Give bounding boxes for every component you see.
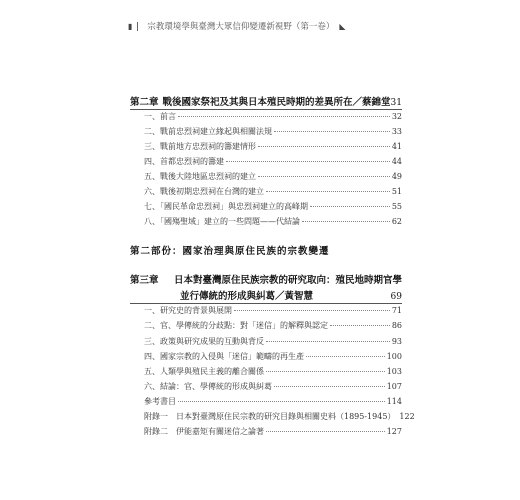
toc-entry <box>144 320 402 331</box>
entry-label: 二、戰前忠烈祠建立緣起與相關法規 <box>144 127 272 136</box>
toc-entry <box>144 396 402 407</box>
entry-label: 七、「國民革命忠烈祠」與忠烈祠建立的高峰期 <box>144 202 308 211</box>
toc-entry <box>144 305 402 316</box>
chapter-2-heading <box>130 94 402 108</box>
leader-dots <box>266 191 390 192</box>
entry-page: 32 <box>391 112 402 121</box>
entry-label: 五、人類學與殖民主義的離合關係 <box>144 367 264 376</box>
entry-label: 一、研究史的背景與展開 <box>144 306 232 315</box>
entry-label: 四、首都忠烈祠的籌建 <box>144 157 224 166</box>
entry-page: 93 <box>391 337 402 346</box>
entry-page: 127 <box>386 427 402 436</box>
chapter-page: 69 <box>390 292 402 302</box>
chapter-rule <box>130 303 402 304</box>
toc-entry <box>144 411 415 422</box>
entry-page: 107 <box>386 382 402 391</box>
toc-entry <box>144 126 402 137</box>
chapter-number: 第二章 <box>130 97 159 108</box>
toc-entry <box>144 351 402 362</box>
page-marker-icon: ▮ <box>128 21 133 31</box>
chapter-rule <box>130 109 402 110</box>
chapter-title: 日本對臺灣原住民族宗教的研究取向：殖民地時期官學 <box>173 275 402 286</box>
entry-label: 六、戰後初期忠烈祠在台灣的建立 <box>144 187 264 196</box>
entry-page: 49 <box>391 172 402 181</box>
toc-entry <box>144 186 402 197</box>
chapter-3-heading <box>130 272 402 286</box>
leader-dots <box>306 356 385 357</box>
leader-dots <box>226 161 390 162</box>
toc-entry <box>144 141 402 152</box>
entry-label: 一、前言 <box>144 112 176 121</box>
leader-dots <box>178 116 390 117</box>
chapter-title: 戰後國家祭祀及其與日本殖民時期的差異所在／蔡錦堂 <box>162 97 391 108</box>
corner-triangle-icon: ◣ <box>339 21 346 31</box>
leader-dots <box>302 221 390 222</box>
leader-dots <box>258 176 390 177</box>
toc-entry <box>144 216 402 227</box>
toc-entry <box>144 201 402 212</box>
leader-dots <box>266 431 385 432</box>
header-divider <box>137 22 142 31</box>
entry-page: 62 <box>391 217 402 226</box>
chapter-page: 31 <box>390 98 402 108</box>
running-header <box>128 18 508 34</box>
entry-label: 五、戰後大陸地區忠烈祠的建立 <box>144 172 256 181</box>
entry-label: 附錄二 伊能嘉矩有關迷信之論著 <box>144 427 264 436</box>
toc-entry <box>144 366 402 377</box>
entry-label: 八、「國殤聖域」建立的一些問題——代結論 <box>144 217 300 226</box>
entry-label: 三、戰前地方忠烈祠的籌建情形 <box>144 142 256 151</box>
entry-label: 六、結論：官、學傳統的形成與糾葛 <box>144 382 272 391</box>
entry-label: 四、國家宗教的入侵與「迷信」範疇的再生產 <box>144 352 304 361</box>
chapter-title-continued <box>180 288 402 302</box>
toc-entry <box>144 381 402 392</box>
leader-dots <box>178 401 385 402</box>
book-title: 宗教環境學與臺灣大眾信仰變遷新視野（第一卷） <box>147 22 335 32</box>
entry-page: 71 <box>391 306 402 315</box>
entry-label: 三、政策與研究成果的互動與背反 <box>144 337 264 346</box>
entry-page: 55 <box>391 202 402 211</box>
leader-dots <box>266 371 385 372</box>
entry-page: 100 <box>386 352 402 361</box>
leader-dots <box>234 310 390 311</box>
entry-page: 114 <box>386 397 402 406</box>
entry-page: 103 <box>386 367 402 376</box>
entry-label: 附錄一 日本對臺灣原住民宗教的研究目錄與相關史料（1895-1945） <box>144 412 396 421</box>
leader-dots <box>330 325 390 326</box>
entry-page: 86 <box>391 321 402 330</box>
entry-page: 51 <box>391 187 402 196</box>
leader-dots <box>274 386 385 387</box>
part-heading: 第二部份：國家治理與原住民族的宗教變遷 <box>130 246 330 257</box>
chapter-title-line2: 並行傳統的形成與糾葛／黃智慧 <box>180 291 314 302</box>
entry-page: 41 <box>391 142 402 151</box>
chapter-number: 第三章 <box>130 275 159 286</box>
leader-dots <box>266 341 390 342</box>
entry-page: 44 <box>391 157 402 166</box>
entry-page: 33 <box>391 127 402 136</box>
entry-page: 122 <box>399 412 415 421</box>
leader-dots <box>258 146 390 147</box>
leader-dots <box>274 131 390 132</box>
toc-entry <box>144 426 402 437</box>
toc-entry <box>144 171 402 182</box>
entry-label: 二、官、學傳統的分歧點：對「迷信」的解釋與認定 <box>144 321 328 330</box>
toc-entry <box>144 156 402 167</box>
toc-entry <box>144 336 402 347</box>
entry-label: 參考書目 <box>144 397 176 406</box>
leader-dots <box>310 206 390 207</box>
toc-entry <box>144 111 402 122</box>
